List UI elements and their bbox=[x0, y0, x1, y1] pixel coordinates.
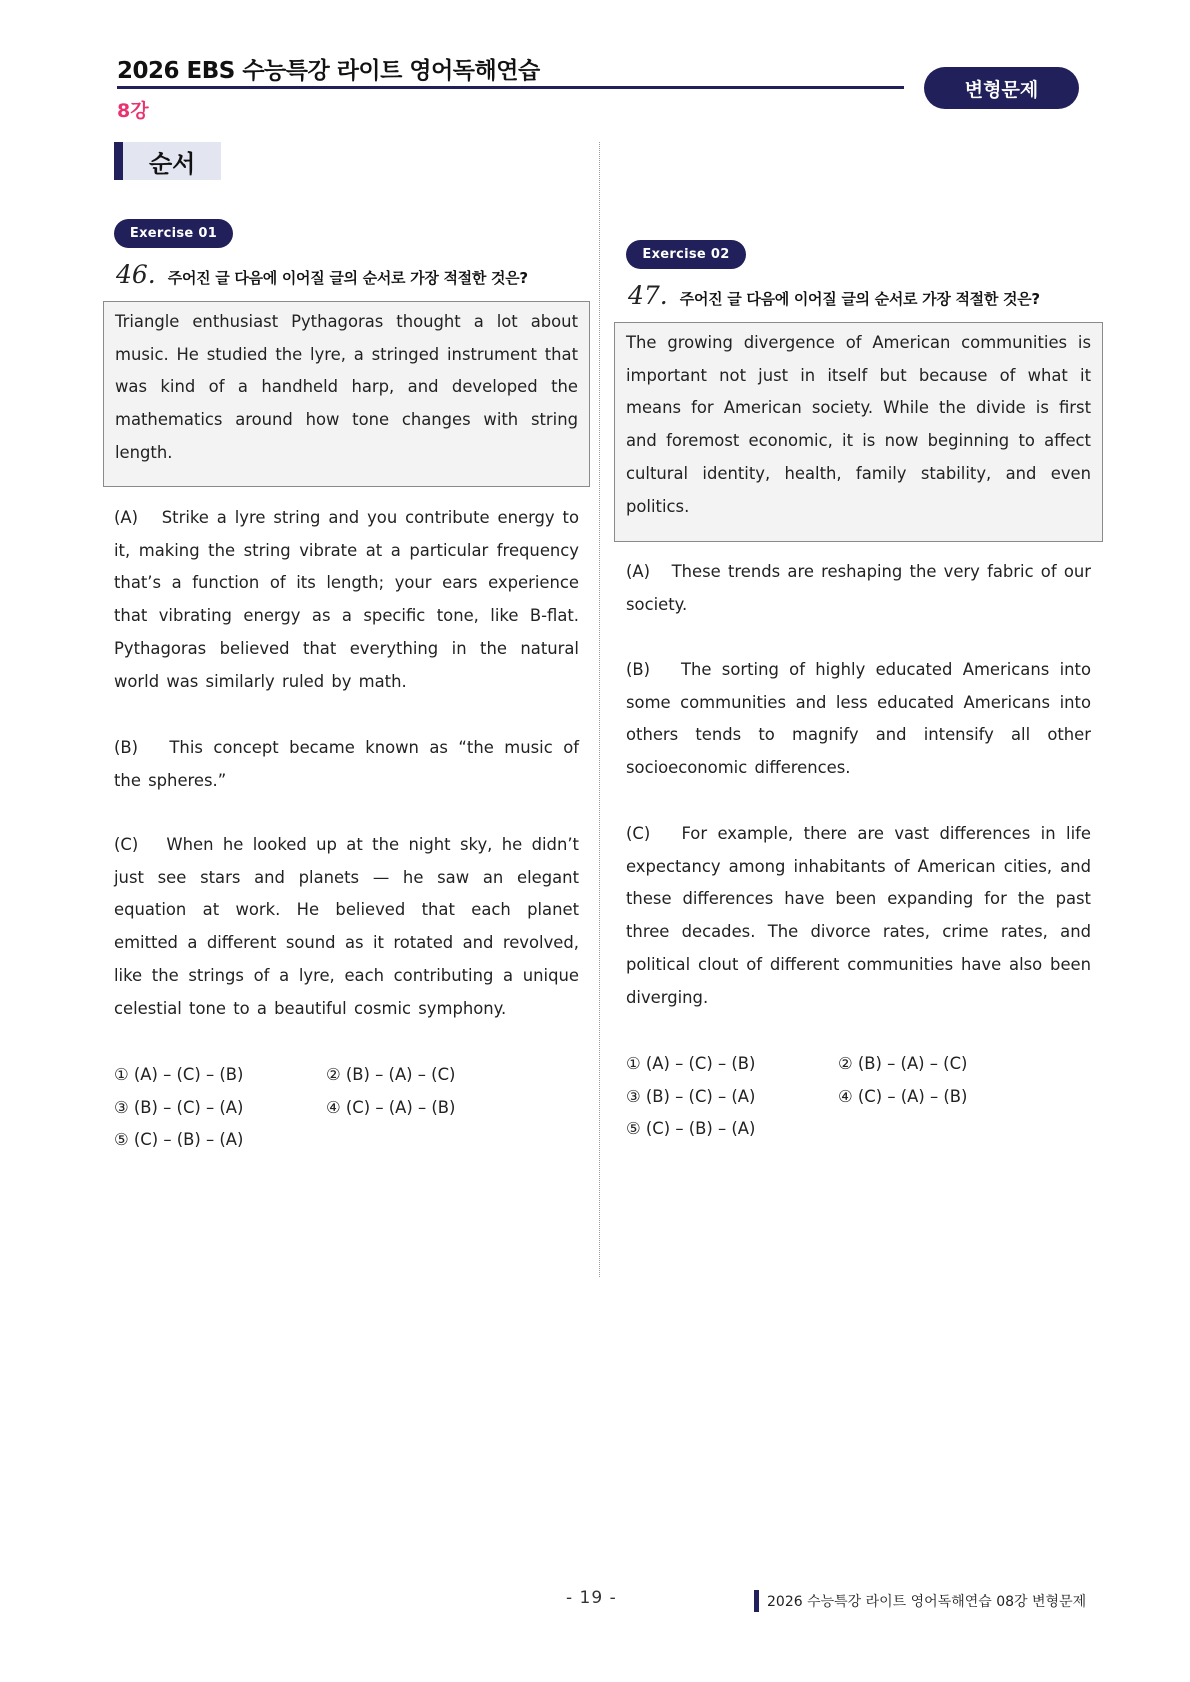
paragraph-b bbox=[114, 732, 579, 797]
paragraph-label: (C) bbox=[626, 824, 651, 843]
paragraph-a bbox=[114, 502, 579, 698]
document-title: 2026 EBS 수능특강 라이트 영어독해연습 bbox=[117, 58, 540, 84]
paragraph-text: The sorting of highly educated Americans into some communities and less educated Americans into others tends to magnify and intensify all other socioeconomic differences. bbox=[626, 660, 1091, 778]
choice-4[interactable]: ④ (C) – (A) – (B) bbox=[838, 1086, 968, 1106]
paragraph-text: These trends are reshaping the very fabric of our society. bbox=[626, 562, 1091, 614]
given-passage: Triangle enthusiast Pythagoras thought a lot about music. He studied the lyre, a stringed instrument that was kind of a handheld harp, and developed the mathematics around how tone changes with string length. bbox=[115, 312, 578, 462]
paragraph-c bbox=[114, 829, 579, 1025]
question-number: 47. bbox=[628, 281, 668, 310]
given-passage: The growing divergence of American communities is important not just in itself but because of what it means for American society. While the divide is first and foremost economic, it is now beginning to affect cultural identity, health, family stability, and even politics. bbox=[626, 333, 1091, 516]
paragraph-label: (B) bbox=[626, 660, 651, 679]
choice-2[interactable]: ② (B) – (A) – (C) bbox=[838, 1054, 968, 1073]
paragraph-text: For example, there are vast differences in life expectancy among inhabitants of American cities, and these differences have been expanding for the past three decades. The divorce rates, crime rates, and political clout of different communities have also been diverging. bbox=[626, 824, 1091, 1007]
footer-marker bbox=[754, 1590, 759, 1612]
exercise-label: Exercise 01 bbox=[114, 219, 233, 248]
choice-5[interactable]: ⑤ (C) – (B) – (A) bbox=[626, 1119, 756, 1139]
question-line bbox=[116, 260, 528, 289]
question-instruction: 주어진 글 다음에 이어질 글의 순서로 가장 적절한 것은? bbox=[167, 269, 528, 287]
variant-badge: 변형문제 bbox=[924, 67, 1079, 109]
paragraph-c bbox=[626, 818, 1091, 1014]
paragraph-label: (A) bbox=[626, 562, 651, 581]
question-line bbox=[628, 281, 1040, 310]
footer-text: 2026 수능특강 라이트 영어독해연습 08강 변형문제 bbox=[767, 1594, 1087, 1610]
page-number: - 19 - bbox=[566, 1588, 617, 1608]
choice-3[interactable]: ③ (B) – (C) – (A) bbox=[114, 1097, 244, 1117]
choice-4[interactable]: ④ (C) – (A) – (B) bbox=[326, 1097, 456, 1117]
paragraph-label: (C) bbox=[114, 835, 139, 854]
paragraph-a bbox=[626, 556, 1091, 621]
section-marker bbox=[114, 142, 123, 180]
section-title: 순서 bbox=[123, 142, 221, 180]
header-rule bbox=[117, 86, 904, 89]
choice-2[interactable]: ② (B) – (A) – (C) bbox=[326, 1065, 456, 1084]
paragraph-text: Strike a lyre string and you contribute energy to it, making the string vibrate at a particular frequency that’s a function of its length; your ears experience that vibrating energy as a specific tone, like B-flat. Pythagoras believed that everything in the natural world was similarly ruled by math. bbox=[114, 508, 579, 691]
exercise-label: Exercise 02 bbox=[626, 240, 746, 269]
given-passage-box bbox=[614, 322, 1103, 542]
paragraph-label: (A) bbox=[114, 508, 139, 527]
paragraph-text: When he looked up at the night sky, he didn’t just see stars and planets — he saw an elegant equation at work. He believed that each planet emitted a different sound as it rotated and revolved, like the strings of a lyre, each contributing a unique celestial tone to a beautiful cosmic symphony. bbox=[114, 835, 579, 1018]
given-passage-box bbox=[103, 301, 590, 487]
question-instruction: 주어진 글 다음에 이어질 글의 순서로 가장 적절한 것은? bbox=[679, 290, 1040, 308]
answer-choices bbox=[626, 1048, 1091, 1146]
question-number: 46. bbox=[116, 260, 156, 289]
column-divider bbox=[599, 142, 600, 1277]
choice-3[interactable]: ③ (B) – (C) – (A) bbox=[626, 1086, 756, 1106]
paragraph-b bbox=[626, 654, 1091, 785]
answer-choices bbox=[114, 1059, 579, 1157]
paragraph-text: This concept became known as “the music of the spheres.” bbox=[114, 738, 579, 790]
choice-5[interactable]: ⑤ (C) – (B) – (A) bbox=[114, 1130, 244, 1150]
choice-1[interactable]: ① (A) – (C) – (B) bbox=[626, 1054, 756, 1073]
paragraph-label: (B) bbox=[114, 738, 139, 757]
choice-1[interactable]: ① (A) – (C) – (B) bbox=[114, 1065, 244, 1084]
lesson-label: 8강 bbox=[117, 100, 149, 122]
